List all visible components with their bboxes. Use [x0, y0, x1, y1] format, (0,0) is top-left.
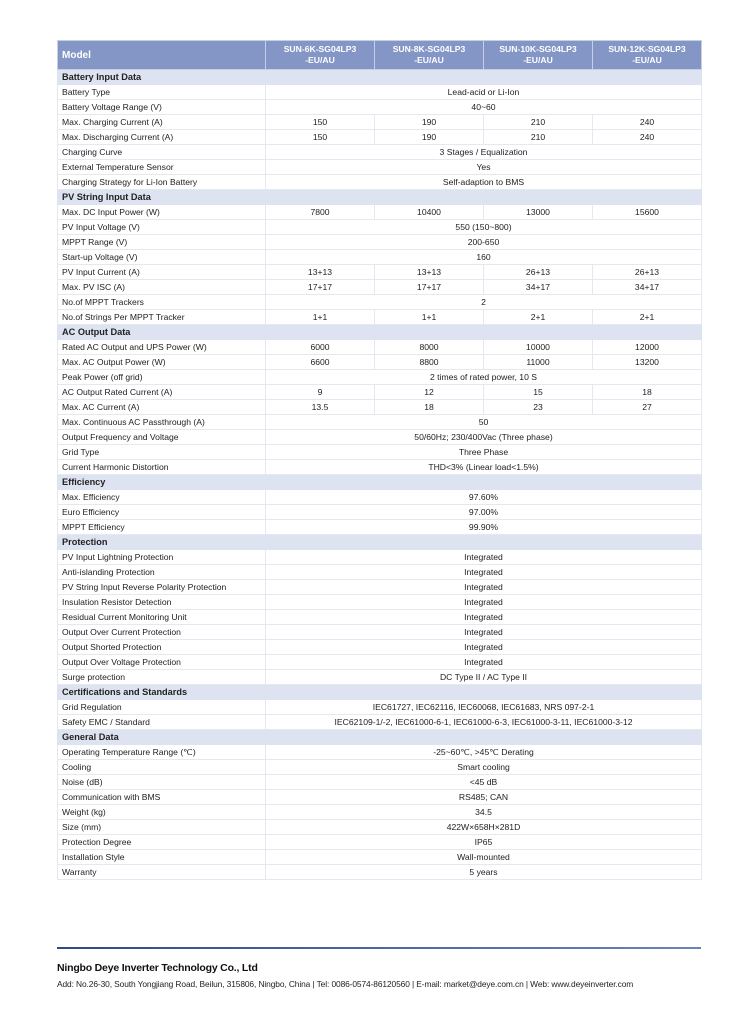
- spec-label: Grid Regulation: [58, 700, 266, 715]
- spec-value: 27: [593, 400, 702, 415]
- table-row: [58, 850, 702, 865]
- spec-label: Max. AC Current (A): [58, 400, 266, 415]
- spec-value: 34+17: [484, 280, 593, 295]
- spec-label: Max. Efficiency: [58, 490, 266, 505]
- spec-value: 17+17: [375, 280, 484, 295]
- table-row: [58, 220, 702, 235]
- spec-label: Operating Temperature Range (℃): [58, 745, 266, 760]
- model-suffix: -EU/AU: [523, 55, 553, 65]
- spec-value: 7800: [266, 205, 375, 220]
- spec-value: 210: [484, 130, 593, 145]
- spec-value: 2+1: [484, 310, 593, 325]
- spec-value-shared: 2: [266, 295, 702, 310]
- spec-value-shared: Integrated: [266, 595, 702, 610]
- spec-label: PV Input Lightning Protection: [58, 550, 266, 565]
- spec-label: Insulation Resistor Detection: [58, 595, 266, 610]
- section-title: General Data: [58, 730, 702, 745]
- table-row: [58, 145, 702, 160]
- table-row: [58, 865, 702, 880]
- spec-value-shared: Integrated: [266, 655, 702, 670]
- spec-value-shared: <45 dB: [266, 775, 702, 790]
- spec-value: 1+1: [266, 310, 375, 325]
- spec-value-shared: 3 Stages / Equalization: [266, 145, 702, 160]
- model-suffix: -EU/AU: [305, 55, 335, 65]
- table-row: [58, 610, 702, 625]
- spec-value: 15: [484, 385, 593, 400]
- model-name: SUN-12K-SG04LP3: [608, 44, 686, 54]
- spec-value: 23: [484, 400, 593, 415]
- spec-value: 18: [593, 385, 702, 400]
- spec-label: MPPT Range (V): [58, 235, 266, 250]
- spec-label: Output Over Current Protection: [58, 625, 266, 640]
- table-row: [58, 640, 702, 655]
- spec-value-shared: Integrated: [266, 625, 702, 640]
- section-title: Efficiency: [58, 475, 702, 490]
- model-name: SUN-8K-SG04LP3: [392, 44, 466, 54]
- spec-value: 26+13: [593, 265, 702, 280]
- spec-value-shared: 422W×658H×281D: [266, 820, 702, 835]
- spec-value: 2+1: [593, 310, 702, 325]
- table-row: [58, 430, 702, 445]
- company-address: Add: No.26-30, South Yongjiang Road, Beilun, 315806, Ningbo, China | Tel: 0086-0574-86120560 | E-mail: market@deye.com.cn | Web: www.deyeinverter.com: [57, 979, 634, 989]
- spec-value: 12: [375, 385, 484, 400]
- table-row: [58, 790, 702, 805]
- table-row: [58, 85, 702, 100]
- spec-label: Output Over Voltage Protection: [58, 655, 266, 670]
- spec-value: 18: [375, 400, 484, 415]
- spec-label: Max. PV ISC (A): [58, 280, 266, 295]
- table-row: [58, 775, 702, 790]
- spec-label: Output Frequency and Voltage: [58, 430, 266, 445]
- table-row: [58, 550, 702, 565]
- spec-value-shared: 5 years: [266, 865, 702, 880]
- spec-table: [57, 40, 702, 880]
- spec-value-shared: Integrated: [266, 640, 702, 655]
- spec-value-shared: 550 (150~800): [266, 220, 702, 235]
- spec-label: External Temperature Sensor: [58, 160, 266, 175]
- table-row: [58, 520, 702, 535]
- model-column-header: [484, 41, 593, 70]
- spec-value: 10400: [375, 205, 484, 220]
- table-row: [58, 460, 702, 475]
- table-row: [58, 130, 702, 145]
- spec-label: Max. DC Input Power (W): [58, 205, 266, 220]
- header-row: [58, 41, 702, 70]
- spec-value: 12000: [593, 340, 702, 355]
- spec-value-shared: 200-650: [266, 235, 702, 250]
- spec-value: 210: [484, 115, 593, 130]
- spec-label: Weight (kg): [58, 805, 266, 820]
- spec-value-shared: DC Type II / AC Type II: [266, 670, 702, 685]
- spec-label: Battery Type: [58, 85, 266, 100]
- spec-label: Warranty: [58, 865, 266, 880]
- spec-label: Communication with BMS: [58, 790, 266, 805]
- spec-value: 6000: [266, 340, 375, 355]
- spec-value-shared: Yes: [266, 160, 702, 175]
- table-row: [58, 385, 702, 400]
- company-name: Ningbo Deye Inverter Technology Co., Ltd: [57, 962, 258, 974]
- spec-value-shared: RS485; CAN: [266, 790, 702, 805]
- spec-value: 240: [593, 115, 702, 130]
- section-header-row: [58, 730, 702, 745]
- spec-label: Grid Type: [58, 445, 266, 460]
- table-row: [58, 625, 702, 640]
- spec-value-shared: Integrated: [266, 550, 702, 565]
- table-row: [58, 415, 702, 430]
- spec-value: 190: [375, 115, 484, 130]
- spec-label: Cooling: [58, 760, 266, 775]
- spec-value: 150: [266, 115, 375, 130]
- table-row: [58, 505, 702, 520]
- spec-value: 6600: [266, 355, 375, 370]
- spec-value-shared: 97.00%: [266, 505, 702, 520]
- section-header-row: [58, 325, 702, 340]
- spec-value-shared: -25~60℃, >45℃ Derating: [266, 745, 702, 760]
- table-row: [58, 370, 702, 385]
- spec-label: Max. Discharging Current (A): [58, 130, 266, 145]
- spec-value: 190: [375, 130, 484, 145]
- section-title: Protection: [58, 535, 702, 550]
- spec-value: 8000: [375, 340, 484, 355]
- spec-value: 26+13: [484, 265, 593, 280]
- spec-label: No.of Strings Per MPPT Tracker: [58, 310, 266, 325]
- spec-label: Protection Degree: [58, 835, 266, 850]
- spec-value-shared: 160: [266, 250, 702, 265]
- spec-label: MPPT Efficiency: [58, 520, 266, 535]
- model-suffix: -EU/AU: [632, 55, 662, 65]
- spec-value-shared: Integrated: [266, 565, 702, 580]
- spec-label: Start-up Voltage (V): [58, 250, 266, 265]
- spec-label: Installation Style: [58, 850, 266, 865]
- spec-label: Anti-islanding Protection: [58, 565, 266, 580]
- spec-value-shared: Lead-acid or Li-Ion: [266, 85, 702, 100]
- model-column-header: [375, 41, 484, 70]
- spec-value: 13.5: [266, 400, 375, 415]
- spec-label: Surge protection: [58, 670, 266, 685]
- section-header-row: [58, 70, 702, 85]
- spec-value: 13000: [484, 205, 593, 220]
- model-name: SUN-6K-SG04LP3: [283, 44, 357, 54]
- spec-label: Max. AC Output Power (W): [58, 355, 266, 370]
- spec-value: 150: [266, 130, 375, 145]
- spec-label: Max. Continuous AC Passthrough (A): [58, 415, 266, 430]
- model-suffix: -EU/AU: [414, 55, 444, 65]
- table-row: [58, 265, 702, 280]
- table-row: [58, 340, 702, 355]
- table-row: [58, 250, 702, 265]
- spec-value-shared: 40~60: [266, 100, 702, 115]
- section-header-row: [58, 685, 702, 700]
- spec-value-shared: THD<3% (Linear load<1.5%): [266, 460, 702, 475]
- spec-value-shared: IEC62109-1/-2, IEC61000-6-1, IEC61000-6-3, IEC61000-3-11, IEC61000-3-12: [266, 715, 702, 730]
- table-row: [58, 160, 702, 175]
- spec-table-body: [58, 70, 702, 880]
- table-row: [58, 205, 702, 220]
- spec-value-shared: Integrated: [266, 610, 702, 625]
- spec-value-shared: IEC61727, IEC62116, IEC60068, IEC61683, NRS 097-2-1: [266, 700, 702, 715]
- table-row: [58, 445, 702, 460]
- spec-value-shared: Self-adaption to BMS: [266, 175, 702, 190]
- table-row: [58, 760, 702, 775]
- table-row: [58, 745, 702, 760]
- table-row: [58, 700, 702, 715]
- section-header-row: [58, 535, 702, 550]
- spec-value: 1+1: [375, 310, 484, 325]
- spec-value: 8800: [375, 355, 484, 370]
- model-column-header: [266, 41, 375, 70]
- spec-label: Safety EMC / Standard: [58, 715, 266, 730]
- footer-divider: [57, 947, 701, 949]
- spec-value: 13+13: [266, 265, 375, 280]
- spec-label: Peak Power (off grid): [58, 370, 266, 385]
- spec-value: 13200: [593, 355, 702, 370]
- spec-value-shared: Wall-mounted: [266, 850, 702, 865]
- table-row: [58, 835, 702, 850]
- spec-label: PV Input Voltage (V): [58, 220, 266, 235]
- table-row: [58, 670, 702, 685]
- table-row: [58, 100, 702, 115]
- spec-label: Battery Voltage Range (V): [58, 100, 266, 115]
- spec-label: Euro Efficiency: [58, 505, 266, 520]
- table-row: [58, 175, 702, 190]
- spec-value: 240: [593, 130, 702, 145]
- spec-label: Charging Curve: [58, 145, 266, 160]
- spec-value-shared: 50/60Hz; 230/400Vac (Three phase): [266, 430, 702, 445]
- section-title: AC Output Data: [58, 325, 702, 340]
- table-row: [58, 565, 702, 580]
- spec-label: Rated AC Output and UPS Power (W): [58, 340, 266, 355]
- spec-label: Current Harmonic Distortion: [58, 460, 266, 475]
- table-row: [58, 655, 702, 670]
- spec-label: Output Shorted Protection: [58, 640, 266, 655]
- table-row: [58, 280, 702, 295]
- spec-label: Noise (dB): [58, 775, 266, 790]
- table-row: [58, 115, 702, 130]
- table-row: [58, 805, 702, 820]
- model-column-header: [593, 41, 702, 70]
- section-title: Battery Input Data: [58, 70, 702, 85]
- section-header-row: [58, 190, 702, 205]
- spec-value-shared: Three Phase: [266, 445, 702, 460]
- section-title: PV String Input Data: [58, 190, 702, 205]
- spec-label: Charging Strategy for Li-Ion Battery: [58, 175, 266, 190]
- table-row: [58, 820, 702, 835]
- table-row: [58, 235, 702, 250]
- spec-value-shared: 50: [266, 415, 702, 430]
- spec-value-shared: Integrated: [266, 580, 702, 595]
- spec-value: 10000: [484, 340, 593, 355]
- spec-label: AC Output Rated Current (A): [58, 385, 266, 400]
- table-row: [58, 715, 702, 730]
- spec-label: Residual Current Monitoring Unit: [58, 610, 266, 625]
- section-header-row: [58, 475, 702, 490]
- spec-value-shared: Smart cooling: [266, 760, 702, 775]
- table-row: [58, 400, 702, 415]
- table-row: [58, 310, 702, 325]
- section-title: Certifications and Standards: [58, 685, 702, 700]
- spec-value-shared: 99.90%: [266, 520, 702, 535]
- spec-label: Max. Charging Current (A): [58, 115, 266, 130]
- spec-label: PV Input Current (A): [58, 265, 266, 280]
- model-header: Model: [58, 41, 266, 70]
- table-row: [58, 595, 702, 610]
- spec-value-shared: 97.60%: [266, 490, 702, 505]
- spec-value: 11000: [484, 355, 593, 370]
- table-row: [58, 580, 702, 595]
- spec-value-shared: 2 times of rated power, 10 S: [266, 370, 702, 385]
- table-row: [58, 490, 702, 505]
- spec-label: PV String Input Reverse Polarity Protection: [58, 580, 266, 595]
- spec-value-shared: IP65: [266, 835, 702, 850]
- spec-value: 13+13: [375, 265, 484, 280]
- table-row: [58, 295, 702, 310]
- spec-value: 9: [266, 385, 375, 400]
- spec-value: 34+17: [593, 280, 702, 295]
- spec-value: 15600: [593, 205, 702, 220]
- table-row: [58, 355, 702, 370]
- model-name: SUN-10K-SG04LP3: [499, 44, 577, 54]
- spec-label: Size (mm): [58, 820, 266, 835]
- spec-value: 17+17: [266, 280, 375, 295]
- spec-label: No.of MPPT Trackers: [58, 295, 266, 310]
- spec-value-shared: 34.5: [266, 805, 702, 820]
